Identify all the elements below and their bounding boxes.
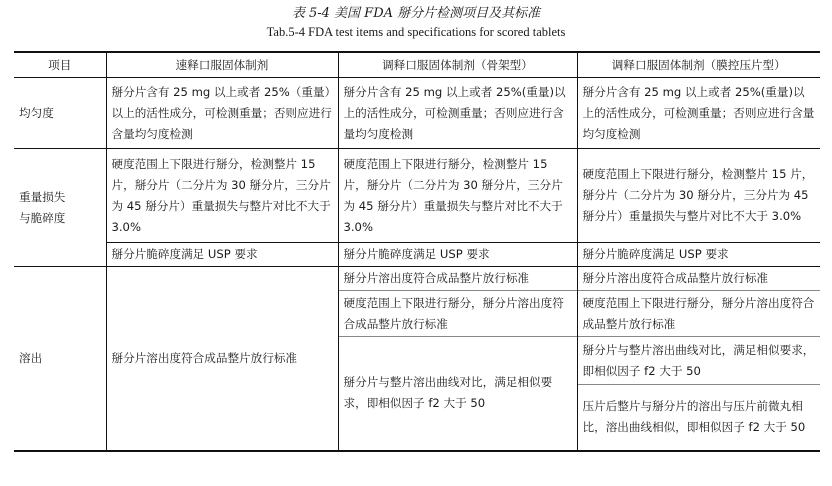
- weight-loss-mr-matrix: 硬度范围上下限进行掰分，检测整片 15 片，掰分片（二分片为 30 掰分片，三分片为 45 掰分片）重量损失与整片对比不大于 3.0%: [338, 149, 577, 243]
- item-dissolution: 溶出: [14, 267, 106, 451]
- table-caption-zh: 表 5-4 美国 FDA 掰分片检测项目及其标准: [291, 6, 541, 21]
- header-item: 项目: [14, 52, 106, 78]
- uniformity-mr-coated: 掰分片含有 25 mg 以上或者 25%(重量)以上的活性成分，可检测重量；否则应进行含量均匀度检测: [577, 78, 820, 149]
- item-uniformity: 均匀度: [19, 105, 54, 120]
- row-dissolution-1: [14, 267, 820, 291]
- row-weight-loss: [14, 149, 820, 243]
- header-row: [14, 52, 820, 78]
- weight-loss-ir: 硬度范围上下限进行掰分，检测整片 15 片，掰分片（二分片为 30 掰分片，三分片为 45 掰分片）重量损失与整片对比不大于 3.0%: [106, 149, 338, 243]
- dissolution-mr-matrix-2: 硬度范围上下限进行掰分，掰分片溶出度符合成品整片放行标准: [338, 291, 577, 337]
- dissolution-mr-coated-3: 掰分片与整片溶出曲线对比，满足相似要求，即相似因子 f2 大于 50: [577, 337, 820, 385]
- table-caption-en: Tab.5-4 FDA test items and specifications for scored tablets: [266, 25, 566, 39]
- friability-ir: 掰分片脆碎度满足 USP 要求: [106, 243, 338, 267]
- uniformity-ir: 掰分片含有 25 mg 以上或者 25%（重量）以上的活性成分，可检测重量；否则应进行含量均匀度检测: [106, 78, 338, 149]
- row-friability: [14, 243, 820, 267]
- dissolution-mr-coated-4: 压片后整片与掰分片的溶出与压片前微丸相比，溶出曲线相似，即相似因子 f2 大于 50: [577, 385, 820, 451]
- dissolution-ir: 掰分片溶出度符合成品整片放行标准: [106, 267, 338, 451]
- friability-mr-coated: 掰分片脆碎度满足 USP 要求: [577, 243, 820, 267]
- dissolution-mr-coated-2: 硬度范围上下限进行掰分，掰分片溶出度符合成品整片放行标准: [577, 291, 820, 337]
- row-uniformity: [14, 78, 820, 149]
- header-immediate-release: 速释口服固体制剂: [106, 52, 338, 78]
- uniformity-mr-matrix: 掰分片含有 25 mg 以上或者 25%(重量)以上的活性成分，可检测重量；否则应进行含量均匀度检测: [338, 78, 577, 149]
- item-weight-loss-friability: [14, 149, 106, 267]
- dissolution-mr-matrix-1: 掰分片溶出度符合成品整片放行标准: [338, 267, 577, 291]
- dissolution-mr-matrix-3: 掰分片与整片溶出曲线对比，满足相似要求，即相似因子 f2 大于 50: [338, 337, 577, 451]
- header-modified-release-matrix: 调释口服固体制剂（骨架型）: [338, 52, 577, 78]
- item-weight-loss-line1: 重量损失: [19, 189, 66, 204]
- header-modified-release-coated: 调释口服固体制剂（膜控压片型）: [577, 52, 820, 78]
- item-weight-loss-line2: 与脆碎度: [19, 210, 66, 225]
- fda-spec-table: [14, 51, 820, 452]
- friability-mr-matrix: 掰分片脆碎度满足 USP 要求: [338, 243, 577, 267]
- dissolution-mr-coated-1: 掰分片溶出度符合成品整片放行标准: [577, 267, 820, 291]
- weight-loss-mr-coated: 硬度范围上下限进行掰分，检测整片 15 片，掰分片（二分片为 30 掰分片，三分片为 45 掰分片）重量损失与整片对比不大于 3.0%: [577, 149, 820, 243]
